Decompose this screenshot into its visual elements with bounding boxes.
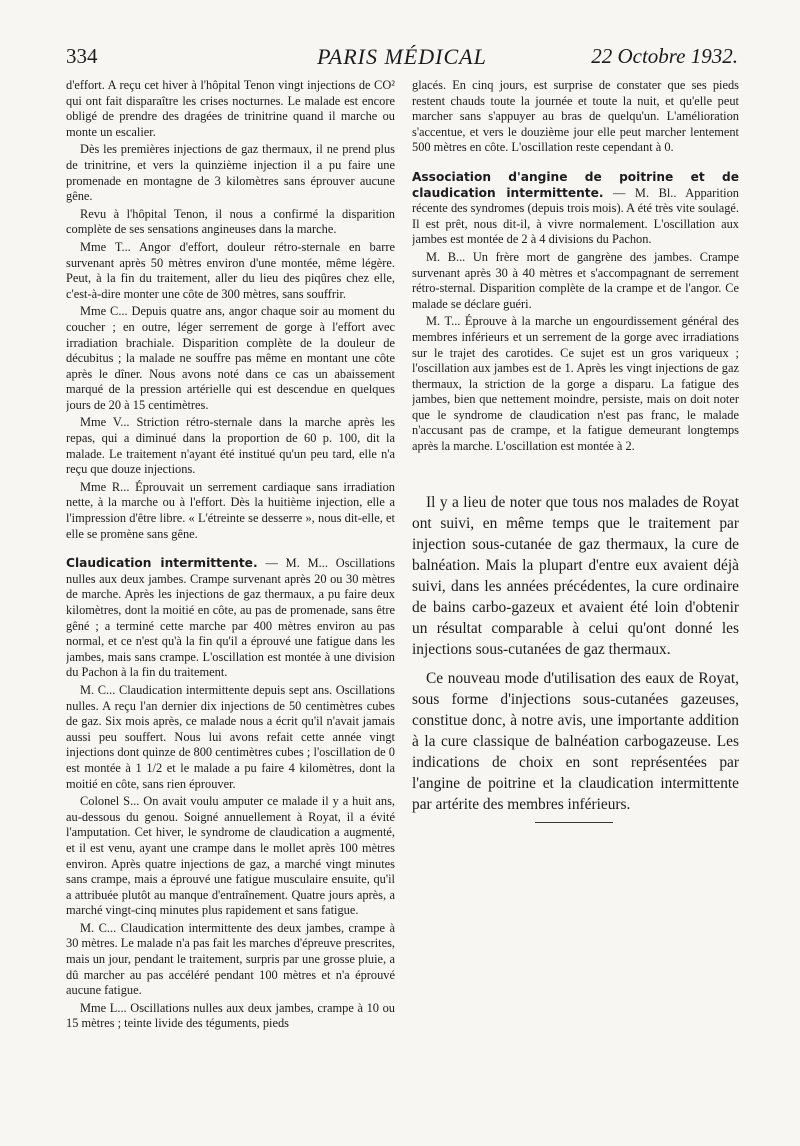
association-lead: [412, 170, 739, 248]
paragraph-text: — M. M... Oscillations nulles aux deux jambes. Crampe survenant après 20 ou 30 mètres de marche. Après les injections de gaz thermaux, a pu faire deux kilomètres, dont la moitié en côte, au pas de promenade, sans être gêné ; a terminé cette marche par 400 mètres environ au pas normal, et ce n'est qu'à la fin qu'il a éprouvé une fatigue dans les jambes, mais sans crampe. L'oscillation est montée à une division du Pachon à la fin du traitement.: [66, 556, 395, 680]
paragraph: Mme T... Angor d'effort, douleur rétro-sternale en barre survenant après 50 mètres environ d'une montée, même légère. Peut, à la fin du traitement, aller du lieu des piqûres chez elle, c'est-à-dire monter une côte de 300 mètres, sans souffrir.: [66, 239, 395, 301]
paragraph: Revu à l'hôpital Tenon, il nous a confirmé la disparition complète de ses sensations angineuses dans la marche.: [66, 206, 395, 237]
claudication-section: [66, 556, 395, 1032]
paragraph: Mme C... Depuis quatre ans, angor chaque soir au moment du coucher ; en outre, léger serrement de gorge à l'effort avec irradiation brachiale. Disparition complète de la douleur de décubitus ; la malade ne souffre pas même en montant une côte après le dîner. Nous avons noté dans ce cas un abaissement marqué de la pression artérielle qui est descendue en quelques jours de 20 à 15 centimètres.: [66, 304, 395, 412]
paragraph: Mme V... Striction rétro-sternale dans la marche après les repas, qui a diminué dans la proportion de 60 p. 100, dit la malade. Le traitement n'ayant été institué qu'un peu tard, elle n'a reçu que douze injections.: [66, 415, 395, 477]
paragraph: Colonel S... On avait voulu amputer ce malade il y a huit ans, au-dessous du genou. Soigné annuellement à Royat, il a évité l'amputation. Cet hiver, le syndrome de claudication a augmenté, et il est venu, ayant une crampe dans le mollet après 100 mètres environ. Après quatre injections de gaz, a marché vingt minutes sans crampe, mais a éprouvé une fatigue musculaire ensuite, qu'il a attribuée plutôt au manque d'entraînement. Quatre jours après, a marché vingt-cinq minutes plus rapidement et sans fatigue.: [66, 794, 395, 918]
paragraph: Dès les premières injections de gaz thermaux, il ne prend plus de trinitrine, et vers la quinzième injection il a pu faire une promenade en montagne de 3 kilomètres sans éprouver aucune gêne.: [66, 142, 395, 204]
paragraph: M. C... Claudication intermittente des deux jambes, crampe à 30 mètres. Le malade n'a pas fait les marches d'épreuve prescrites, mais un jour, pendant le traitement, surpris par une grosse pluie, a dû marcher au pas accéléré pendant 100 mètres et n'a éprouvé aucune fatigue.: [66, 920, 395, 998]
section-divider: [535, 822, 613, 823]
paragraph: glacés. En cinq jours, est surprise de constater que ses pieds restent chauds toute la journée et toute la nuit, et qu'elle peut marcher sans s'appuyer au bras de quelqu'un. L'amélioration s'accentue, et vers le douzième jour elle peut marcher lentement 500 mètres en côte. L'oscillation reste cependant à 0.: [412, 78, 739, 155]
left-column: [66, 78, 395, 1118]
claudication-lead: [66, 556, 395, 681]
paragraph: M. T... Éprouve à la marche un engourdissement général des membres inférieurs et un serrement de la gorge avec irradiations sur le trajet des carotides. Ce sujet est un gros variqueux ; l'oscillation aux jambes est de 1. Après les vingt injections de gaz thermaux, la striction de la gorge a disparu. La fatigue des jambes, bien que nettement moindre, persiste, mais on doit noter que le syndrome de claudication n'est pas franc, le malade n'accusant pas de crampe, et la fatigue demeurant longtemps après la marche. L'oscillation est montée à 2.: [412, 314, 739, 454]
paragraph-text: — M. Bl.. Apparition récente des syndromes (depuis trois mois). A été très vite soulagé. Il est prêt, nous dit-il, à vivre normalement. L'oscillation aux jambes est montée de 2 à 4 divisions du Pachon.: [412, 185, 739, 247]
section-title: Association d'angine de poitrine et de claudication intermittente.: [412, 169, 739, 200]
section-title: Claudication intermittente.: [66, 556, 258, 571]
right-column: [412, 78, 739, 478]
paragraph: M. B... Un frère mort de gangrène des jambes. Crampe survenant après 30 à 40 mètres et s'accompagnant de serrement rétro-sternal. Disparition complète de la crampe et de l'angor. Ce malade se déclare guéri.: [412, 249, 739, 311]
page-header: [66, 44, 738, 74]
paragraph: Mme L... Oscillations nulles aux deux jambes, crampe à 10 ou 15 mètres ; teinte livide des téguments, pieds: [66, 1000, 395, 1031]
paragraph: Ce nouveau mode d'utilisation des eaux de Royat, sous forme d'injections sous-cutanées gazeuses, constitue donc, à notre avis, une importante addition à la cure classique de balnéation carbogazeuse. Les indications de choix en sont représentées par l'angine de poitrine et la claudication intermittente par artérite des membres inférieurs.: [412, 670, 739, 813]
issue-date: 22 Octobre 1932.: [591, 44, 738, 68]
paragraph: d'effort. A reçu cet hiver à l'hôpital Tenon vingt injections de CO² qui ont fait disparaître les crises nocturnes. Le malade est encore obligé de prendre des dragées de trinitrine quand il marche ou monte un escalier.: [66, 78, 395, 139]
conclusion: [412, 492, 739, 815]
journal-title: PARIS MÉDICAL: [317, 44, 487, 69]
page-number: 334: [66, 44, 98, 68]
paragraph: M. C... Claudication intermittente depuis sept ans. Oscillations nulles. A reçu l'an dernier dix injections de 50 centimètres cubes de gaz. Six mois après, ce malade nous a écrit qu'il n'avait jamais aussi peu souffert. Nous lui avons refait cette année vingt injections dont quinze de 800 centimètres cubes ; l'oscillation de 0 est montée à 1 1/2 et le malade a pu faire 4 kilomètres, dont la moitié en côte, sans rien éprouver.: [66, 682, 395, 791]
association-section: [412, 170, 739, 455]
paragraph: Mme R... Éprouvait un serrement cardiaque sans irradiation nette, à la marche ou à l'effort. Dès la huitième injection, elle a l'impression d'être libre. « L'étreinte se desserre », nous dit-elle, et elle se promène sans gêne.: [66, 479, 395, 541]
paragraph: Il y a lieu de noter que tous nos malades de Royat ont suivi, en même temps que le traitement par injection sous-cutanée de gaz thermaux, la cure de balnéation. Mais la plupart d'entre eux avaient déjà suivi, dans les années précédentes, la cure ordinaire de bains carbo-gazeux et avaient été loin d'obtenir un résultat comparable à celui qu'ont donné les injections sous-cutanées de gaz thermaux.: [412, 494, 739, 658]
